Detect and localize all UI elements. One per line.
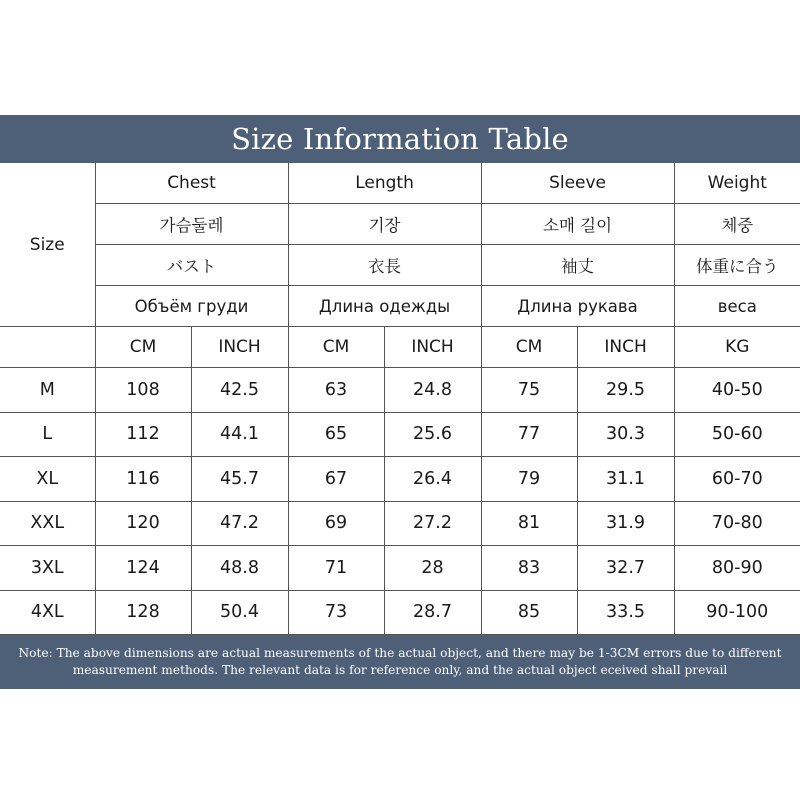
- length-inch-cell: 24.8: [384, 368, 481, 413]
- page-title: Size Information Table: [231, 122, 569, 156]
- chest-inch-cell: 47.2: [191, 501, 288, 546]
- length-cm-cell: 71: [288, 546, 384, 591]
- unit-chest-cm: CM: [95, 327, 191, 368]
- header-sleeve-ja: 袖丈: [481, 245, 674, 286]
- chest-cm-cell: 116: [95, 457, 191, 502]
- header-weight-ja: 体重に合う: [674, 245, 800, 286]
- header-sleeve: Sleeve: [481, 163, 674, 204]
- size-cell: L: [0, 412, 95, 457]
- length-inch-cell: 28.7: [384, 590, 481, 635]
- header-chest-ko: 가슴둘레: [95, 204, 288, 245]
- header-row-korean: [0, 204, 800, 245]
- note-bar: [0, 635, 800, 689]
- chest-inch-cell: 45.7: [191, 457, 288, 502]
- size-cell: XXL: [0, 501, 95, 546]
- chest-cm-cell: 108: [95, 368, 191, 413]
- weight-kg-cell: 90-100: [674, 590, 800, 635]
- size-table: [0, 163, 800, 635]
- weight-kg-cell: 40-50: [674, 368, 800, 413]
- length-inch-cell: 25.6: [384, 412, 481, 457]
- length-inch-cell: 26.4: [384, 457, 481, 502]
- sleeve-cm-cell: 81: [481, 501, 577, 546]
- length-cm-cell: 65: [288, 412, 384, 457]
- length-cm-cell: 73: [288, 590, 384, 635]
- size-cell: 3XL: [0, 546, 95, 591]
- sleeve-inch-cell: 32.7: [577, 546, 674, 591]
- size-cell: M: [0, 368, 95, 413]
- size-cell: XL: [0, 457, 95, 502]
- header-row-japanese: [0, 245, 800, 286]
- sleeve-inch-cell: 33.5: [577, 590, 674, 635]
- length-cm-cell: 69: [288, 501, 384, 546]
- title-bar: [0, 115, 800, 163]
- weight-kg-cell: 60-70: [674, 457, 800, 502]
- unit-length-inch: INCH: [384, 327, 481, 368]
- note-line-2: measurement methods. The relevant data is for reference only, and the actual object eceived shall prevail: [72, 663, 728, 677]
- header-chest-ru: Объём груди: [95, 286, 288, 327]
- sleeve-cm-cell: 85: [481, 590, 577, 635]
- size-header-cell: Size: [0, 163, 95, 327]
- length-inch-cell: 27.2: [384, 501, 481, 546]
- weight-kg-cell: 50-60: [674, 412, 800, 457]
- chest-cm-cell: 120: [95, 501, 191, 546]
- sleeve-cm-cell: 77: [481, 412, 577, 457]
- size-cell: 4XL: [0, 590, 95, 635]
- header-length-ja: 衣長: [288, 245, 481, 286]
- weight-kg-cell: 70-80: [674, 501, 800, 546]
- length-inch-cell: 28: [384, 546, 481, 591]
- header-length-ru: Длина одежды: [288, 286, 481, 327]
- table-row: [0, 546, 800, 591]
- unit-row: [0, 327, 800, 368]
- note-line-1: Note: The above dimensions are actual measurements of the actual object, and there may be 1-3CM errors due to different: [18, 646, 782, 660]
- header-weight: Weight: [674, 163, 800, 204]
- unit-sleeve-inch: INCH: [577, 327, 674, 368]
- weight-kg-cell: 80-90: [674, 546, 800, 591]
- header-length-ko: 기장: [288, 204, 481, 245]
- unit-weight-kg: KG: [674, 327, 800, 368]
- sleeve-inch-cell: 31.9: [577, 501, 674, 546]
- sleeve-cm-cell: 75: [481, 368, 577, 413]
- table-row: [0, 412, 800, 457]
- unit-chest-inch: INCH: [191, 327, 288, 368]
- header-chest-ja: バスト: [95, 245, 288, 286]
- sleeve-inch-cell: 31.1: [577, 457, 674, 502]
- size-information-sheet: [0, 115, 800, 689]
- length-cm-cell: 63: [288, 368, 384, 413]
- table-row: [0, 457, 800, 502]
- chest-cm-cell: 128: [95, 590, 191, 635]
- header-sleeve-ru: Длина рукава: [481, 286, 674, 327]
- sleeve-inch-cell: 29.5: [577, 368, 674, 413]
- table-row: [0, 501, 800, 546]
- header-length: Length: [288, 163, 481, 204]
- chest-inch-cell: 42.5: [191, 368, 288, 413]
- header-weight-ko: 체중: [674, 204, 800, 245]
- chest-inch-cell: 44.1: [191, 412, 288, 457]
- header-row-russian: [0, 286, 800, 327]
- sleeve-inch-cell: 30.3: [577, 412, 674, 457]
- chest-inch-cell: 48.8: [191, 546, 288, 591]
- chest-inch-cell: 50.4: [191, 590, 288, 635]
- header-sleeve-ko: 소매 길이: [481, 204, 674, 245]
- chest-cm-cell: 124: [95, 546, 191, 591]
- unit-sleeve-cm: CM: [481, 327, 577, 368]
- sleeve-cm-cell: 83: [481, 546, 577, 591]
- table-row: [0, 368, 800, 413]
- chest-cm-cell: 112: [95, 412, 191, 457]
- table-row: [0, 590, 800, 635]
- header-row-english: [0, 163, 800, 204]
- unit-length-cm: CM: [288, 327, 384, 368]
- header-weight-ru: веса: [674, 286, 800, 327]
- sleeve-cm-cell: 79: [481, 457, 577, 502]
- header-chest: Chest: [95, 163, 288, 204]
- unit-blank-cell: [0, 327, 95, 368]
- length-cm-cell: 67: [288, 457, 384, 502]
